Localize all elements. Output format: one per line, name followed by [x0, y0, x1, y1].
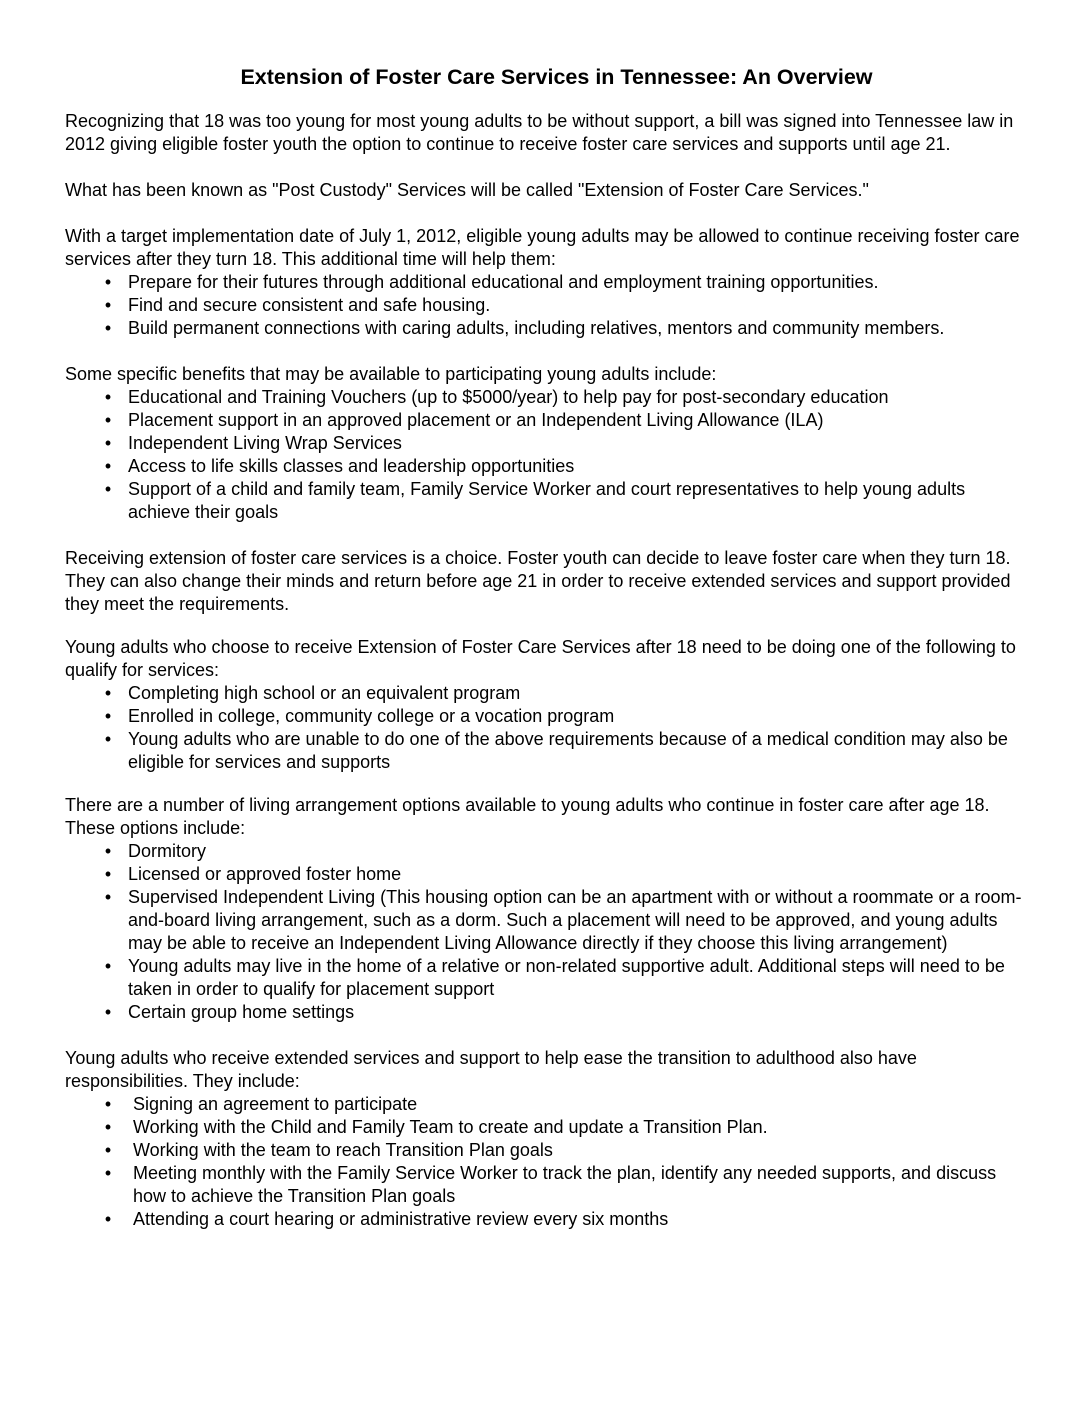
bullet-icon: •: [104, 318, 112, 338]
list-item: [65, 386, 1028, 409]
bullet-icon: •: [104, 729, 112, 749]
list-item: [65, 886, 1028, 955]
list-item: [65, 1001, 1028, 1024]
bullet-icon: •: [104, 387, 112, 407]
list-item-text: Young adults who are unable to do one of the above requirements because of a medical condition may also be eligible for services and supports: [128, 729, 1008, 772]
list-item-text: Build permanent connections with caring adults, including relatives, mentors and community members.: [128, 318, 945, 338]
bullet-icon: •: [104, 887, 112, 907]
list-item-text: Enrolled in college, community college or a vocation program: [128, 706, 615, 726]
implementation-list: [65, 271, 1028, 340]
list-item: [65, 955, 1028, 1001]
list-item: [65, 409, 1028, 432]
choice-paragraph: Receiving extension of foster care services is a choice. Foster youth can decide to leave foster care when they turn 18. They can also change their minds and return before age 21 in order to receive extended services and support provided they meet the requirements.: [65, 548, 1011, 614]
bullet-icon: •: [104, 683, 112, 703]
list-item: [65, 682, 1028, 705]
list-item-text: Attending a court hearing or administrative review every six months: [133, 1209, 669, 1229]
list-item-text: Educational and Training Vouchers (up to $5000/year) to help pay for post-secondary education: [128, 387, 889, 407]
responsibilities-paragraph: Young adults who receive extended services and support to help ease the transition to adulthood also have responsibilities. They include:: [65, 1048, 917, 1091]
list-item-text: Independent Living Wrap Services: [128, 433, 402, 453]
benefits-paragraph: Some specific benefits that may be available to participating young adults include:: [65, 364, 717, 384]
list-item-text: Young adults may live in the home of a relative or non-related supportive adult. Additional steps will need to be taken in order to qualify for placement support: [128, 956, 1005, 999]
list-item: [65, 705, 1028, 728]
list-item: [65, 432, 1028, 455]
bullet-icon: •: [104, 1094, 112, 1114]
list-item: [65, 1116, 1028, 1139]
list-item: [65, 728, 1028, 774]
list-item-text: Certain group home settings: [128, 1002, 355, 1022]
list-item-text: Signing an agreement to participate: [133, 1094, 418, 1114]
list-item-text: Supervised Independent Living (This housing option can be an apartment with or without a roommate or a room-and-board living arrangement, such as a dorm. Such a placement will need to be approved, and young adults may be able to receive an Independent Living Allowance directly if they choose this living arrangement): [128, 887, 1022, 953]
list-item: [65, 1208, 1028, 1231]
list-item-text: Licensed or approved foster home: [128, 864, 402, 884]
bullet-icon: •: [104, 479, 112, 499]
page-title: Extension of Foster Care Services in Tennessee: An Overview: [240, 65, 873, 89]
list-item: [65, 840, 1028, 863]
bullet-icon: •: [104, 841, 112, 861]
bullet-icon: •: [104, 1140, 112, 1160]
list-item: [65, 294, 1028, 317]
benefits-list: [65, 386, 1028, 524]
bullet-icon: •: [104, 456, 112, 476]
list-item: [65, 478, 1028, 524]
list-item-text: Find and secure consistent and safe housing.: [128, 295, 491, 315]
list-item-text: Meeting monthly with the Family Service Worker to track the plan, identify any needed supports, and discuss how to achieve the Transition Plan goals: [133, 1163, 997, 1206]
list-item-text: Placement support in an approved placement or an Independent Living Allowance (ILA): [128, 410, 824, 430]
bullet-icon: •: [104, 864, 112, 884]
list-item: [65, 863, 1028, 886]
list-item-text: Dormitory: [128, 841, 207, 861]
qualify-list: [65, 682, 1028, 774]
list-item: [65, 317, 1028, 340]
list-item: [65, 1093, 1028, 1116]
bullet-icon: •: [104, 295, 112, 315]
bullet-icon: •: [104, 410, 112, 430]
bullet-icon: •: [104, 272, 112, 292]
living-list: [65, 840, 1028, 1024]
bullet-icon: •: [104, 956, 112, 976]
post-custody-paragraph: What has been known as "Post Custody" Services will be called "Extension of Foster Care Services.": [65, 180, 869, 200]
intro-paragraph: Recognizing that 18 was too young for most young adults to be without support, a bill was signed into Tennessee law in 2012 giving eligible foster youth the option to continue to receive foster care services and supports until age 21.: [65, 111, 1014, 154]
implementation-paragraph: With a target implementation date of July 1, 2012, eligible young adults may be allowed to continue receiving foster care services after they turn 18. This additional time will help them:: [65, 226, 1020, 269]
bullet-icon: •: [104, 1117, 112, 1137]
bullet-icon: •: [104, 1002, 112, 1022]
bullet-icon: •: [104, 1209, 112, 1229]
list-item-text: Working with the Child and Family Team to create and update a Transition Plan.: [133, 1117, 768, 1137]
list-item: [65, 1139, 1028, 1162]
bullet-icon: •: [104, 433, 112, 453]
list-item-text: Access to life skills classes and leadership opportunities: [128, 456, 575, 476]
list-item-text: Support of a child and family team, Family Service Worker and court representatives to help young adults achieve their goals: [128, 479, 966, 522]
list-item-text: Prepare for their futures through additional educational and employment training opportunities.: [128, 272, 879, 292]
list-item: [65, 271, 1028, 294]
responsibilities-list: [65, 1093, 1028, 1231]
qualify-paragraph: Young adults who choose to receive Extension of Foster Care Services after 18 need to be doing one of the following to qualify for services:: [65, 637, 1016, 680]
list-item-text: Completing high school or an equivalent program: [128, 683, 521, 703]
bullet-icon: •: [104, 1163, 112, 1183]
list-item: [65, 1162, 1028, 1208]
list-item: [65, 455, 1028, 478]
list-item-text: Working with the team to reach Transition Plan goals: [133, 1140, 553, 1160]
living-paragraph: There are a number of living arrangement options available to young adults who continue in foster care after age 18. These options include:: [65, 795, 990, 838]
bullet-icon: •: [104, 706, 112, 726]
